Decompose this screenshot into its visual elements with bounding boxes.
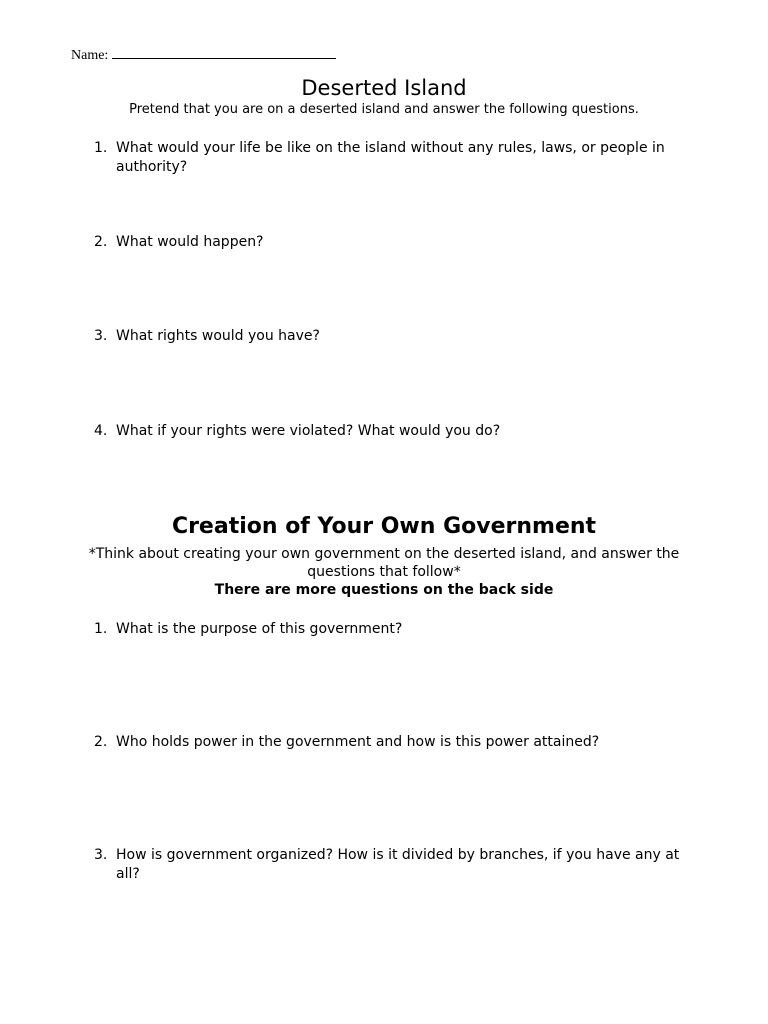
- name-label: Name:: [71, 48, 109, 63]
- question-number: 2.: [94, 234, 108, 250]
- section1-question: [94, 327, 704, 346]
- section2-title: Creation of Your Own Government: [171, 514, 597, 539]
- section2-question: [94, 846, 704, 884]
- name-blank-line: [112, 46, 336, 59]
- question-text: Who holds power in the government and how is this power attained?: [116, 734, 600, 750]
- question-number: 3.: [94, 847, 108, 863]
- section1-subtitle: Pretend that you are on a deserted island and answer the following questions.: [129, 102, 639, 117]
- question-text: What would happen?: [116, 234, 264, 250]
- question-number: 1.: [94, 621, 108, 637]
- question-text: What rights would you have?: [116, 328, 320, 344]
- section2-question: [94, 620, 704, 639]
- section1-title: Deserted Island: [301, 76, 467, 100]
- section2-question: [94, 733, 704, 752]
- question-number: 2.: [94, 734, 108, 750]
- section1-question: [94, 139, 704, 177]
- back-side-note: There are more questions on the back side: [214, 582, 554, 598]
- name-field: [71, 46, 336, 64]
- question-number: 1.: [94, 140, 108, 156]
- section1-question: [94, 422, 704, 441]
- section1-question: [94, 233, 704, 252]
- question-number: 3.: [94, 328, 108, 344]
- section2-instructions: *Think about creating your own government on the deserted island, and answer the questions that follow*: [88, 546, 680, 580]
- question-text: What if your rights were violated? What would you do?: [116, 423, 501, 439]
- question-text: What would your life be like on the island without any rules, laws, or people in authority?: [116, 140, 665, 175]
- question-number: 4.: [94, 423, 108, 439]
- question-text: What is the purpose of this government?: [116, 621, 403, 637]
- question-text: How is government organized? How is it divided by branches, if you have any at all?: [116, 847, 680, 882]
